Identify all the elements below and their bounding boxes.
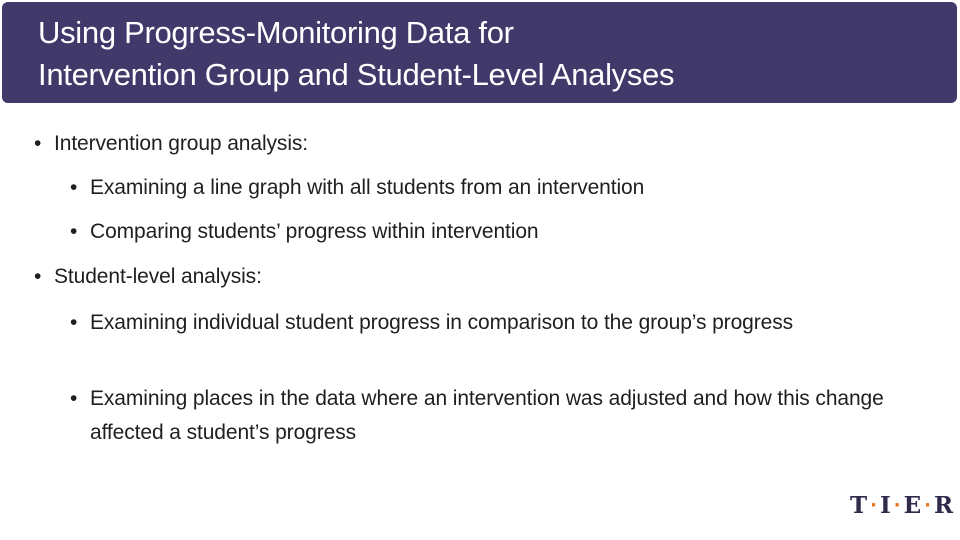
bullet-text: Intervention group analysis:	[54, 132, 309, 155]
bullet-text: Student-level analysis:	[54, 265, 262, 288]
bullet-text: Examining places in the data where an intervention was adjusted and how this change affected a student’s progress	[90, 387, 884, 444]
logo-letter-e: E	[903, 491, 922, 519]
logo-letter-i: I	[879, 491, 891, 519]
bullet-intervention-group-analysis	[34, 127, 914, 161]
bullet-dot: •	[70, 176, 78, 199]
bullet-dot: •	[70, 311, 78, 334]
slide-title-line-2: Intervention Group and Student-Level Analyses	[38, 57, 675, 92]
bullet-text: Examining a line graph with all students from an intervention	[90, 176, 645, 199]
slide-title-line-1: Using Progress-Monitoring Data for	[38, 15, 514, 50]
logo-letter-t: T	[850, 491, 868, 519]
logo-separator: ·	[893, 494, 901, 516]
logo-separator: ·	[924, 494, 931, 516]
sub-bullet-intervention-adjusted	[70, 382, 892, 450]
bullet-dot: •	[70, 387, 78, 410]
bullet-student-level-analysis	[34, 260, 914, 294]
bullet-dot: •	[70, 220, 78, 243]
sub-bullet-line-graph	[70, 171, 910, 205]
bullet-text: Examining individual student progress in comparison to the group’s progress	[90, 311, 794, 334]
bullet-dot: •	[34, 265, 42, 288]
tier-logo	[850, 488, 954, 522]
logo-letter-r: R	[933, 491, 954, 519]
bullet-dot: •	[34, 132, 42, 155]
logo-separator: ·	[870, 494, 877, 516]
bullet-text: Comparing students’ progress within intervention	[90, 220, 539, 243]
sub-bullet-individual-progress	[70, 306, 870, 340]
sub-bullet-comparing-progress	[70, 215, 910, 249]
